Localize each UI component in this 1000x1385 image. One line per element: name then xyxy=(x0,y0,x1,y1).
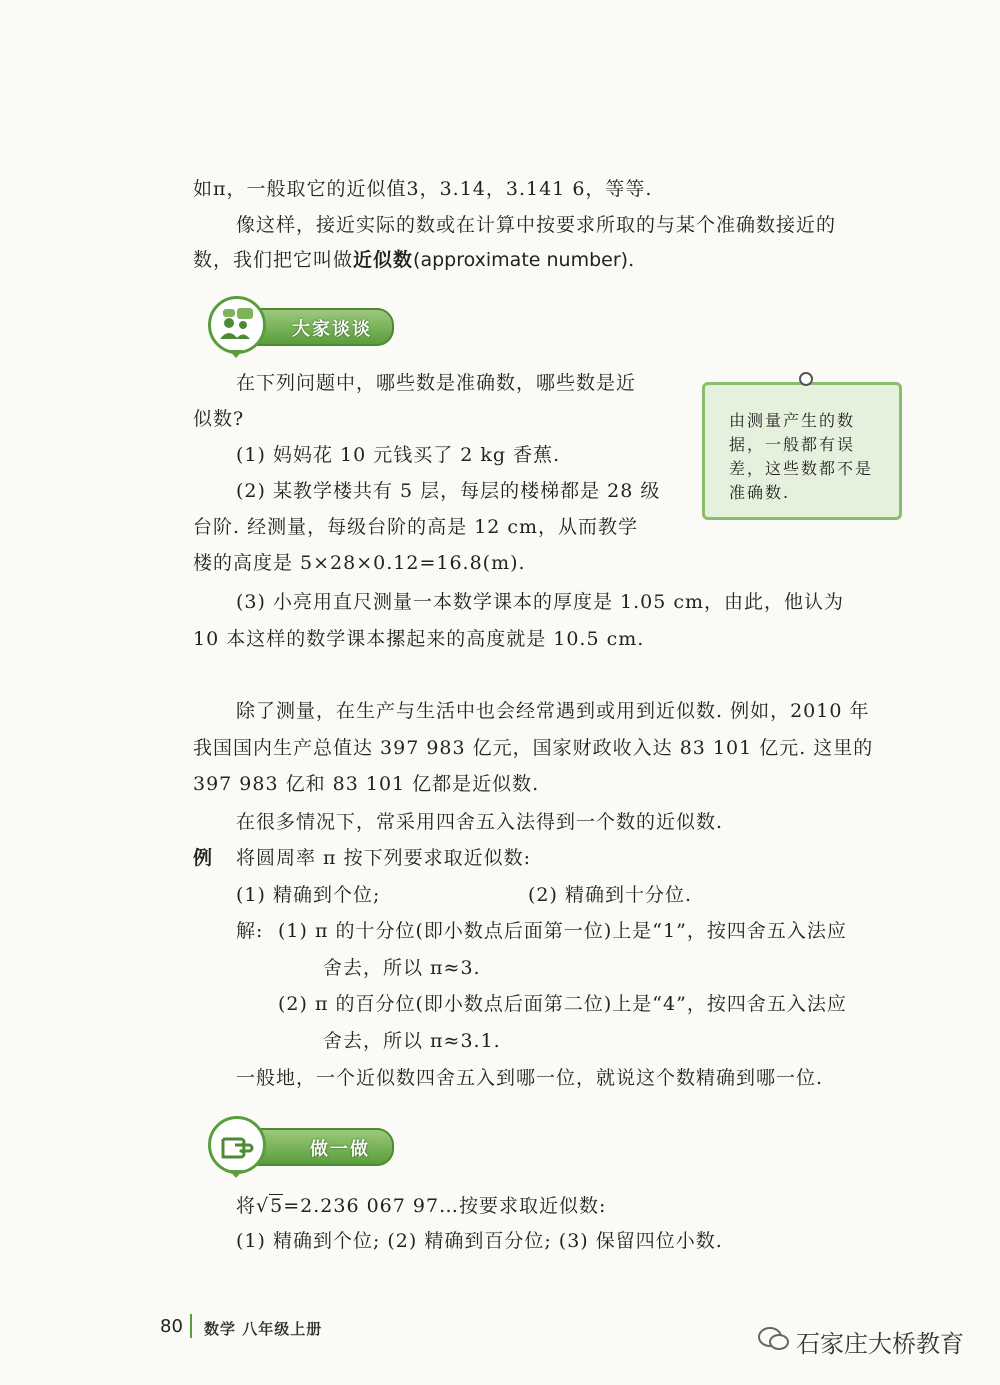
discuss-question-2: 似数? xyxy=(193,408,245,430)
term-english: (approximate number) xyxy=(413,249,629,271)
example-requirement-2: (2) 精确到十分位. xyxy=(528,884,692,906)
wechat-icon xyxy=(757,1326,791,1352)
intro-line-3 xyxy=(193,247,635,273)
discuss-item-1: (1) 妈妈花 10 元钱买了 2 kg 香蕉. xyxy=(236,444,561,466)
intro-line-3-text: 数，我们把它叫做 xyxy=(193,249,354,271)
intro-line-1: 如π，一般取它的近似值3，3.14，3.141 6，等等. xyxy=(193,178,653,200)
solution-1b: 舍去，所以 π≈3. xyxy=(323,957,481,979)
discuss-item-2c: 楼的高度是 5×28×0.12=16.8(m). xyxy=(193,552,526,574)
solution-2a: (2) π 的百分位(即小数点后面第二位)上是“4”，按四舍五入法应 xyxy=(278,993,847,1015)
discuss-badge-pointer xyxy=(229,350,243,358)
example-requirement-1: (1) 精确到个位; xyxy=(236,884,381,906)
watermark: 石家庄大桥教育 xyxy=(796,1330,964,1358)
discuss-item-2b: 台阶. 经测量，每级台阶的高是 12 cm，从而教学 xyxy=(193,516,638,538)
book-title: 数学 八年级上册 xyxy=(204,1320,323,1338)
exercise-prompt-post: =2.236 067 97…按要求取近似数: xyxy=(283,1195,607,1217)
exercise-badge xyxy=(190,1116,410,1172)
body-paragraph-1a: 除了测量，在生产与生活中也会经常遇到或用到近似数. 例如，2010 年 xyxy=(236,700,870,722)
exercise-badge-label: 做一做 xyxy=(310,1139,370,1160)
footer-divider xyxy=(190,1314,192,1338)
term-approximate-number: 近似数 xyxy=(353,249,414,271)
discuss-item-3b: 10 本这样的数学课本摞起来的高度就是 10.5 cm. xyxy=(193,628,645,650)
example-prompt: 将圆周率 π 按下列要求取近似数: xyxy=(236,847,531,869)
exercise-prompt-pre: 将 xyxy=(236,1195,257,1217)
example-summary: 一般地，一个近似数四舍五入到哪一位，就说这个数精确到哪一位. xyxy=(236,1067,824,1089)
example-label: 例 xyxy=(193,847,214,869)
exercise-radicand: 5 xyxy=(270,1195,284,1217)
exercise-items: (1) 精确到个位; (2) 精确到百分位; (3) 保留四位小数. xyxy=(236,1230,723,1252)
exercise-prompt: 将√5=2.236 067 97…按要求取近似数: xyxy=(236,1195,607,1217)
page-number: 80 xyxy=(160,1316,183,1337)
note-text: 由测量产生的数据，一般都有误差，这些数都不是准确数. xyxy=(729,411,874,502)
body-paragraph-1c: 397 983 亿和 83 101 亿都是近似数. xyxy=(193,773,540,795)
solution-2b: 舍去，所以 π≈3.1. xyxy=(323,1030,501,1052)
discuss-question-1: 在下列问题中，哪些数是准确数，哪些数是近 xyxy=(236,372,637,394)
exercise-badge-pointer xyxy=(229,1170,243,1178)
discuss-badge-label: 大家谈谈 xyxy=(292,319,372,340)
hand-pointing-icon xyxy=(208,1116,266,1174)
solution-label: 解: xyxy=(236,920,264,942)
body-paragraph-1b: 我国国内生产总值达 397 983 亿元，国家财政收入达 83 101 亿元. 这里的 xyxy=(193,737,874,759)
intro-line-2: 像这样，接近实际的数或在计算中按要求所取的与某个准确数接近的 xyxy=(236,214,837,236)
body-paragraph-2: 在很多情况下，常采用四舍五入法得到一个数的近似数. xyxy=(236,811,724,833)
note-box xyxy=(702,382,902,520)
intro-line-3-end: . xyxy=(628,249,636,271)
pin-icon xyxy=(799,372,813,386)
solution-1a: (1) π 的十分位(即小数点后面第一位)上是“1”，按四舍五入法应 xyxy=(278,920,847,942)
discuss-item-2a: (2) 某教学楼共有 5 层，每层的楼梯都是 28 级 xyxy=(236,480,661,502)
discuss-badge xyxy=(190,296,410,352)
discuss-people-icon xyxy=(208,296,266,354)
discuss-item-3a: (3) 小亮用直尺测量一本数学课本的厚度是 1.05 cm，由此，他认为 xyxy=(236,591,844,613)
